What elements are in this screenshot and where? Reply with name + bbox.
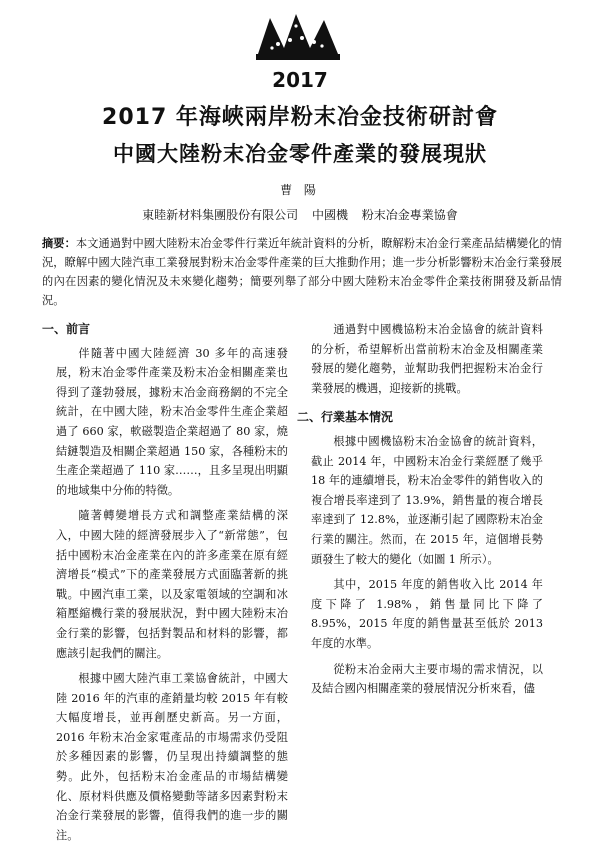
left-column [42,320,288,851]
section-heading-intro: 一、前言 [42,322,91,336]
conference-year: 2017 [272,68,328,92]
paragraph: 通過對中國機協粉末冶金協會的統計資料的分析，希望解析出當前粉末冶金及相關產業發展的變化趨勢，並幫助我們把握粉末冶金行業發展的機遇，迎接新的挑戰。 [311,323,543,395]
paragraph: 伴隨著中國大陸經濟 30 多年的高速發展，粉末冶金零件產業及粉末冶金相關產業也得到了蓬勃發展，據粉末冶金商務網的不完全統計，在中國大陸，粉末冶金零件生產企業超過了 660 家，軟磁製造企業超過了 80 家，燒結鏈製造及相關企業超過 150 家，各種粉末的生產企業超過了 110 家……，且多呈現出明顯的地域集中分佈的特徵。 [56,346,288,497]
author-name: 曹 陽 [280,183,320,197]
abstract-label: 摘要： [42,237,76,250]
paragraph: 從粉末冶金兩大主要市場的需求情況，以及結合國內相關產業的發展情況分析來看，儘 [311,662,543,696]
conference-logo [250,8,346,64]
paragraph: 隨著轉變增長方式和調整產業結構的深入，中國大陸的經濟發展步入了“新常態”，包括中國粉末冶金產業在內的許多產業在原有經濟增長“模式”下的產業發展方式面臨著新的挑戰。中國汽車工業，以及家電領域的空調和冰箱壓縮機行業的發展狀況，對中國大陸粉末冶金行業的影響，包括對製品和材料的影響，都應該引起我們的關注。 [56,509,288,660]
author-affiliations: 東睦新材料集團股份有限公司 中國機 粉末冶金專業協會 [142,208,458,222]
paragraph: 其中，2015 年度的銷售收入比 2014 年度下降了 1.98%，銷售量同比下降了 8.95%，2015 年度的銷售量甚至低於 2013 年度的水準。 [311,578,543,650]
right-column [297,320,543,705]
abstract-text: 本文通過對中國大陸粉末冶金零件行業近年統計資料的分析，瞭解粉末冶金行業產品結構變化的情況，瞭解中國大陸汽車工業發展對粉末冶金零件產業的巨大推動作用；進一步分析影響粉末冶金行業發展的內在因素的變化情況及未來變化趨勢；簡要列舉了部分中國大陸粉末冶金零件企業技術開發及新品情況。 [42,237,562,307]
paper-title: 中國大陸粉末冶金零件產業的發展現狀 [113,142,487,166]
paragraph: 根據中國大陸汽車工業協會統計，中國大陸 2016 年的汽車的產銷量均較 2015 年有較大幅度增長，並再創歷史新高。另一方面，2016 年粉末冶金家電產品的市場需求仍受阻於多種因素的影響，仍呈現出持續調整的態勢。此外，包括粉末冶金產品的市場結構變化、原材料供應及價格變動等諸多因素對粉末冶金行業發展的影響，值得我們的進一步的關注。 [56,672,288,842]
paragraph: 根據中國機協粉末冶金協會的統計資料，截止 2014 年，中國粉末冶金行業經歷了幾乎 18 年的連續增長，粉末冶金零件的銷售收入的複合增長率達到了 13.9%，銷售量的複合增長率達到了 12.8%，並逐漸引起了國際粉末冶金行業的關注。然而，在 2015 年，這個增長勢頭發生了較大的變化（如圖 1 所示）。 [311,434,543,566]
conference-title: 2017 年海峽兩岸粉末冶金技術研討會 [102,105,498,130]
section-heading-industry: 二、行業基本情況 [297,410,394,425]
abstract [42,234,562,310]
